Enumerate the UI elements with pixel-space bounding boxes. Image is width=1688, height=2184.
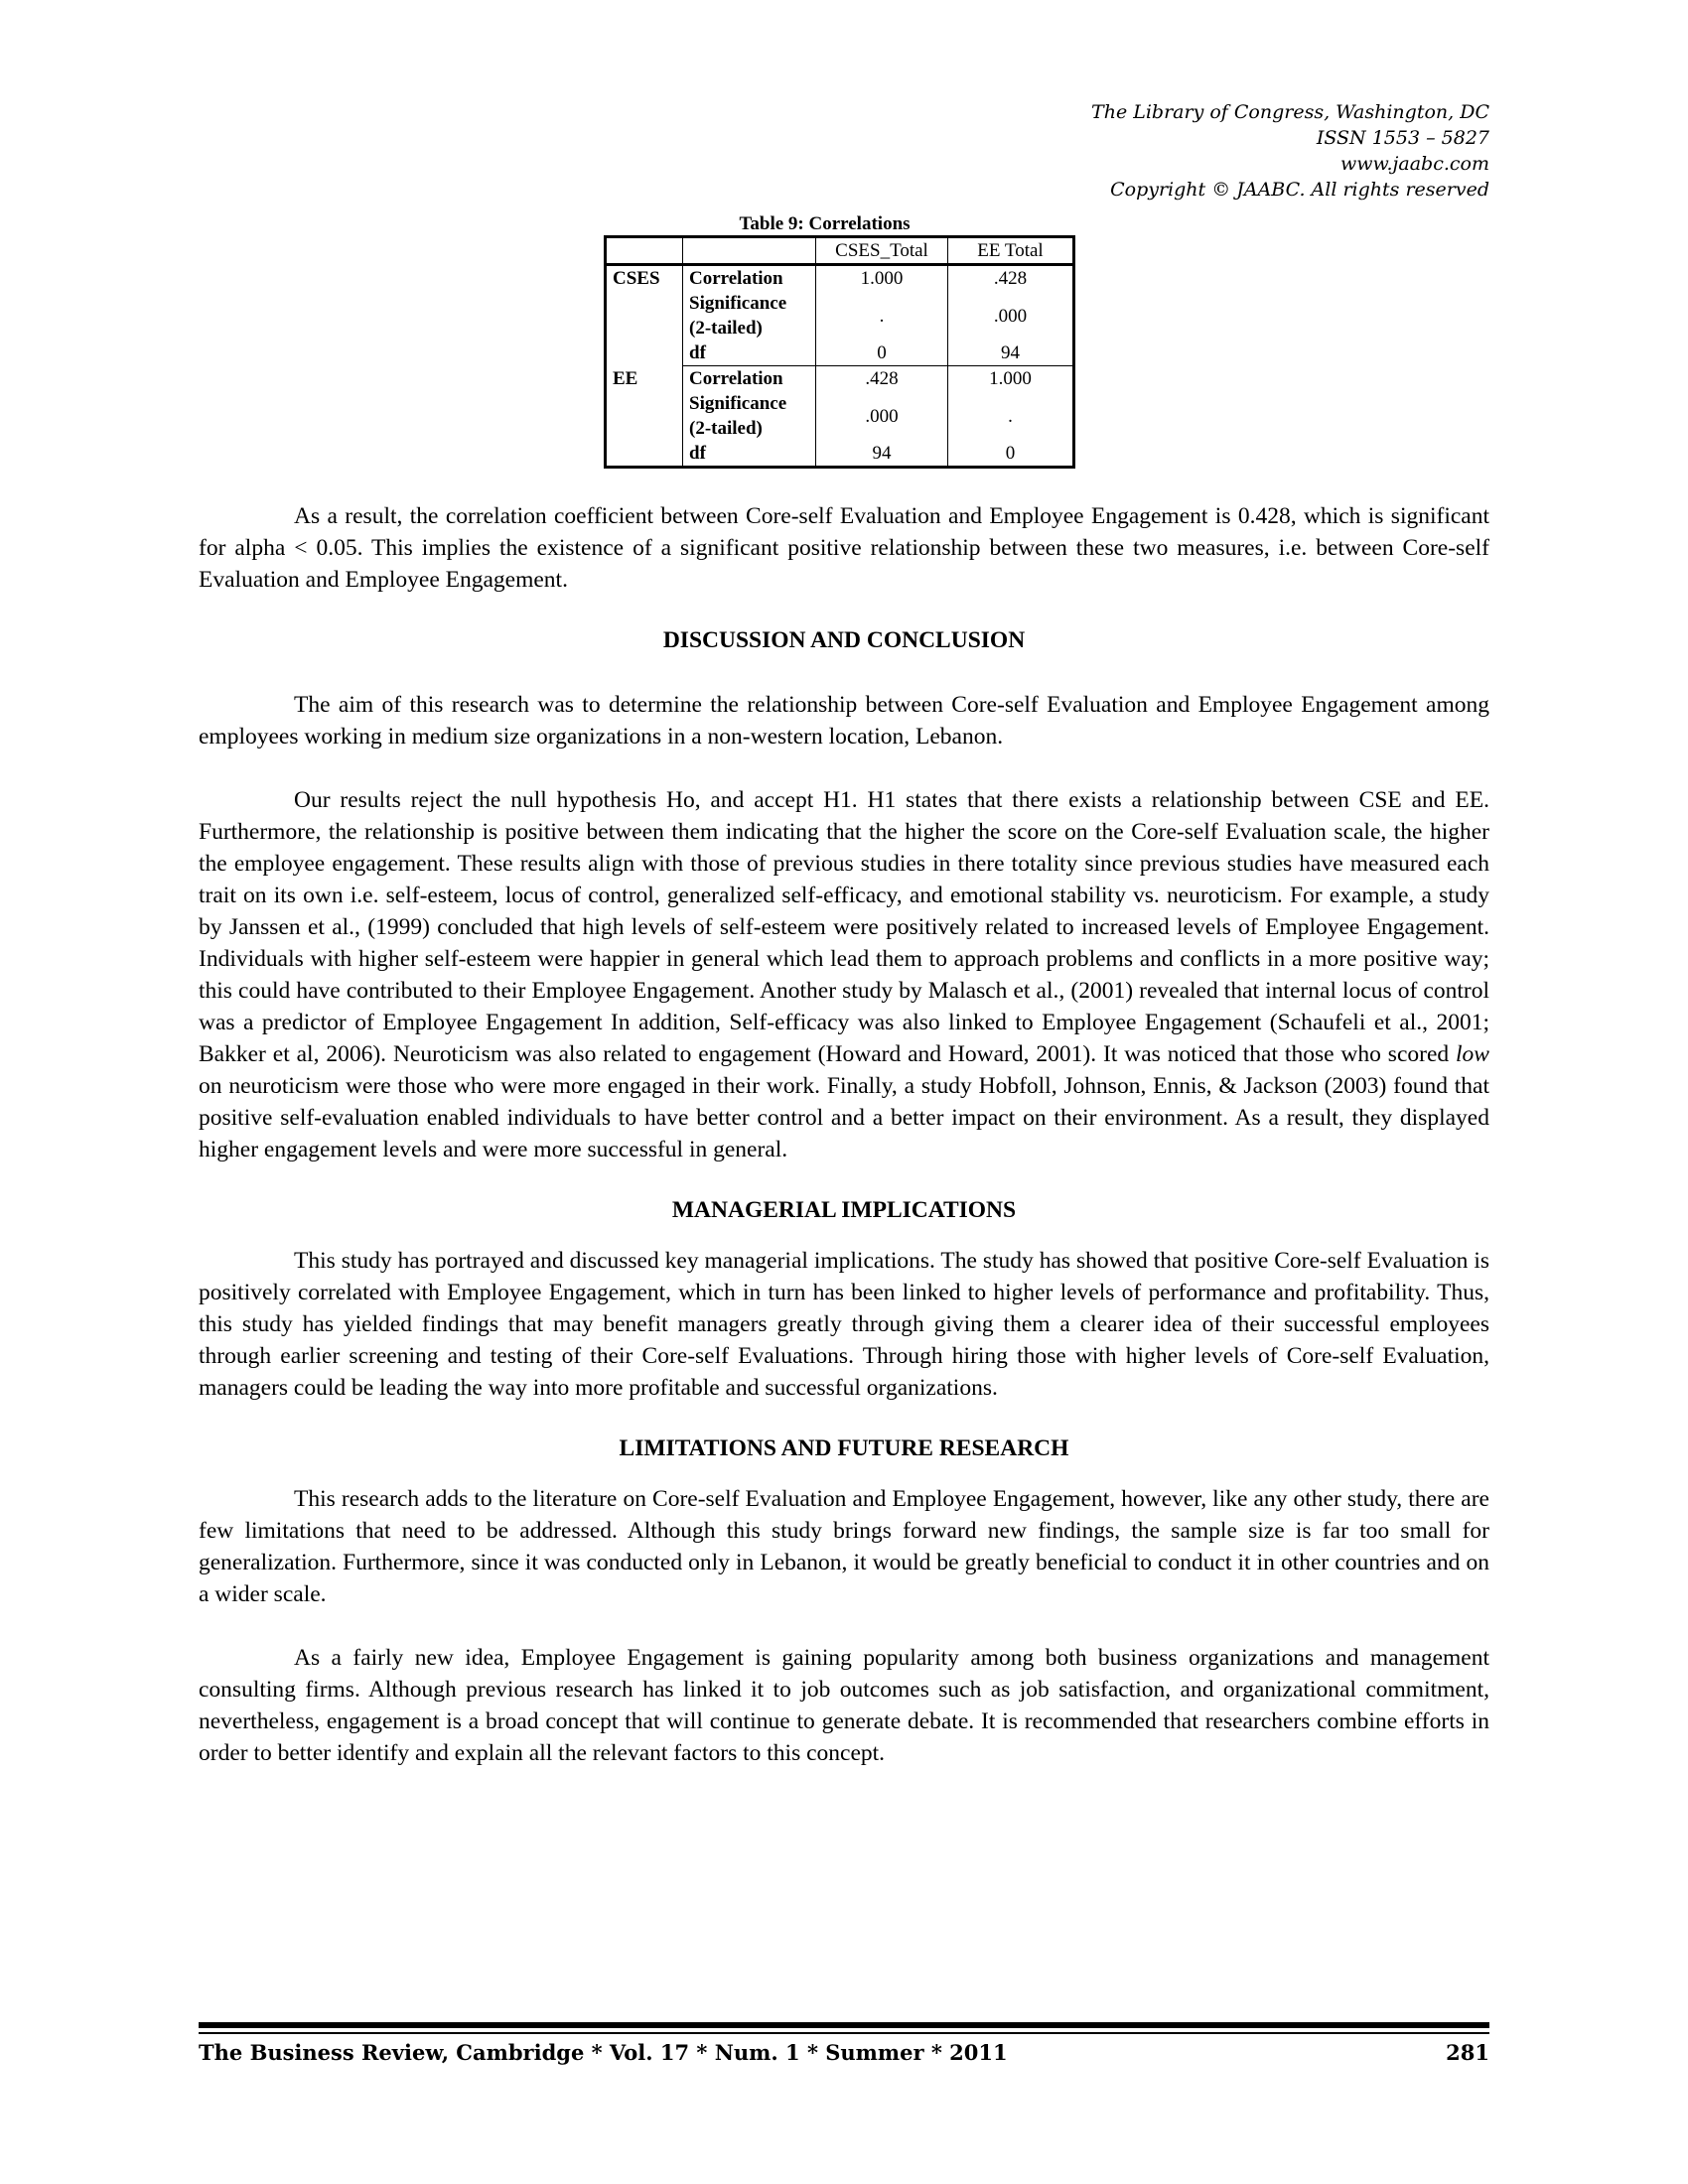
page-number: 281	[1446, 2040, 1489, 2065]
limitations-paragraph: This research adds to the literature on Core-self Evaluation and Employee Engagement, however, like any other study, there are few limitations that need to be addressed. Although this study brings forward new findings, the sample size is far too small for generalization. Furthermore, since it was conducted only in Lebanon, it would be greatly beneficial to conduct it in other countries and on a wider scale.	[199, 1486, 1489, 1607]
results-text-part2: on neuroticism were those who were more engaged in their work. Finally, a study Hobfoll, Johnson, Ennis, & Jackson (2003) found that positive self-evaluation enabled individuals to have better control and a better impact on their environment. As a result, they displayed higher engagement levels and were more successful in general.	[199, 1073, 1489, 1162]
stat-label-line: (2-tailed)	[689, 318, 763, 339]
header-website: www.jaabc.com	[1339, 153, 1489, 175]
stat-label: df	[683, 441, 816, 468]
section-heading-limitations: LIMITATIONS AND FUTURE RESEARCH	[619, 1435, 1069, 1461]
footer-rule-thick	[199, 2022, 1489, 2028]
table-col-header: CSES_Total	[816, 237, 948, 265]
stat-label-line: Significance	[689, 293, 787, 314]
correlations-table	[604, 235, 1075, 469]
row-group-label-cses: CSES	[606, 265, 683, 366]
stat-label-line: (2-tailed)	[689, 418, 763, 439]
table-cell: 1.000	[816, 265, 948, 292]
stat-label: Correlation	[683, 366, 816, 392]
managerial-paragraph: This study has portrayed and discussed key managerial implications. The study has showed that positive Core-self Evaluation is positively correlated with Employee Engagement, which in turn has been linked to higher levels of performance and profitability. Thus, this study has yielded findings that may benefit managers greatly through giving them a clearer idea of their successful employees through earlier screening and testing of their Core-self Evaluations. Through hiring those with higher levels of Core-self Evaluation, managers could be leading the way into more profitable and successful organizations.	[199, 1248, 1489, 1401]
stat-label-line: Significance	[689, 393, 787, 414]
table-col-header: EE Total	[948, 237, 1074, 265]
table-row	[606, 265, 1074, 292]
table-cell: .000	[816, 391, 948, 441]
future-paragraph: As a fairly new idea, Employee Engagement is gaining popularity among both business organizations and management consulting firms. Although previous research has linked it to job outcomes such as job satisfaction, and organizational commitment, nevertheless, engagement is a broad concept that will continue to generate debate. It is recommended that researchers combine efforts in order to better identify and explain all the relevant factors to this concept.	[199, 1645, 1489, 1766]
results-text-part1: Our results reject the null hypothesis Ho, and accept H1. H1 states that there exists a relationship between CSE and EE. Furthermore, the relationship is positive between them indicating that the higher the score on the Core-self Evaluation scale, the higher the employee engagement. These results align with those of previous studies in there totality since previous studies have measured each trait on its own i.e. self-esteem, locus of control, generalized self-efficacy, and emotional stability vs. neuroticism. For example, a study by Janssen et al., (1999) concluded that high levels of self-esteem were positively related to increased levels of Employee Engagement. Individuals with higher self-esteem were happier in general which lead them to approach problems and conflicts in a more positive way; this could have contributed to their Employee Engagement. Another study by Malasch et al., (2001) revealed that internal locus of control was a predictor of Employee Engagement In addition, Self-efficacy was also linked to Employee Engagement (Schaufeli et al., 2001; Bakker et al, 2006). Neuroticism was also related to engagement (Howard and Howard, 2001). It was noticed that those who scored	[199, 787, 1489, 1067]
table-cell: 94	[816, 441, 948, 468]
table-cell: .428	[948, 265, 1074, 292]
results-text-italic: low	[1456, 1041, 1489, 1067]
table-cell: 94	[948, 341, 1074, 366]
table-cell: .428	[816, 366, 948, 392]
section-heading-managerial: MANAGERIAL IMPLICATIONS	[671, 1197, 1017, 1223]
header-copyright: Copyright © JAABC. All rights reserved	[1110, 179, 1489, 201]
section-heading-discussion: DISCUSSION AND CONCLUSION	[662, 627, 1026, 653]
correlations-table-block	[604, 213, 1075, 469]
results-paragraph	[199, 784, 1489, 1165]
footer-journal-citation: The Business Review, Cambridge * Vol. 17 * Num. 1 * Summer * 2011	[199, 2040, 1008, 2065]
stat-label	[683, 391, 816, 441]
footer-rule-thin	[199, 2032, 1489, 2034]
table-cell: 0	[948, 441, 1074, 468]
table-caption: Table 9: Correlations	[739, 213, 911, 234]
table-cell: .	[816, 291, 948, 341]
stat-label: df	[683, 341, 816, 366]
main-text-column	[199, 500, 1489, 1769]
table-cell: .000	[948, 291, 1074, 341]
result-paragraph: As a result, the correlation coefficient between Core-self Evaluation and Employee Engagement is 0.428, which is significant for alpha < 0.05. This implies the existence of a significant positive relationship between these two measures, i.e. between Core-self Evaluation and Employee Engagement.	[199, 503, 1489, 593]
table-header-row	[606, 237, 1074, 265]
table-row	[606, 366, 1074, 392]
table-header-empty-2	[683, 237, 816, 265]
row-group-label-ee: EE	[606, 366, 683, 468]
journal-header	[1091, 99, 1489, 203]
aim-paragraph: The aim of this research was to determine the relationship between Core-self Evaluation and Employee Engagement among employees working in medium size organizations in a non-western location, Lebanon.	[199, 692, 1489, 750]
header-library: The Library of Congress, Washington, DC	[1091, 101, 1489, 123]
table-header-empty-1	[606, 237, 683, 265]
table-cell: 1.000	[948, 366, 1074, 392]
header-issn: ISSN 1553 – 5827	[1316, 127, 1489, 149]
table-cell: .	[948, 391, 1074, 441]
stat-label: Correlation	[683, 265, 816, 292]
table-cell: 0	[816, 341, 948, 366]
stat-label	[683, 291, 816, 341]
